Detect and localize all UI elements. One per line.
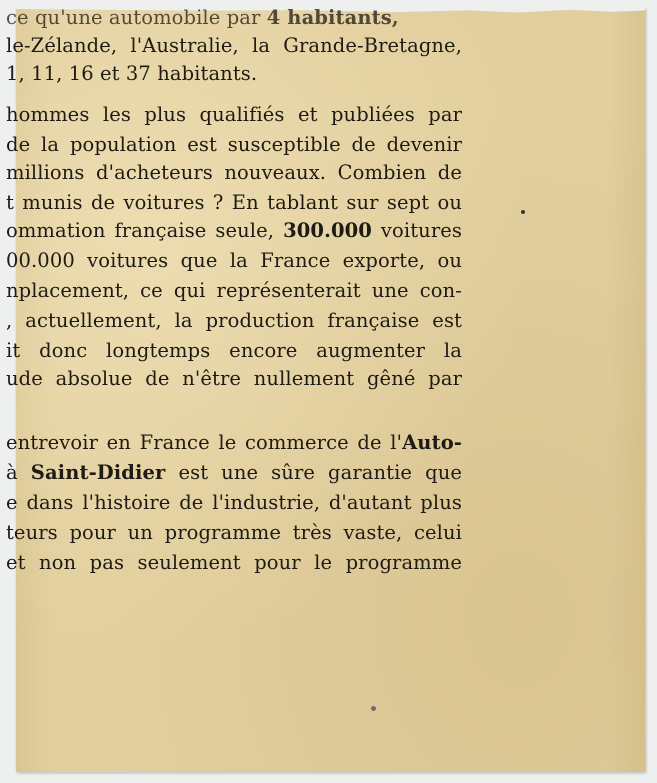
text-line-15: à Saint-Didier est une sûre garantie que [6,461,462,484]
text-line-10: nplacement, ce qui représenterait une con- [6,279,462,302]
text-line-1: ce qu'une automobile par 4 habitants, [6,6,399,29]
text-line-18: et non pas seulement pour le programme [6,551,462,574]
text-line-9: 00.000 voitures que la France exporte, ou [6,249,462,272]
paper-speck [521,210,525,214]
text-line-14: entrevoir en France le commerce de l'Auto- [6,431,462,454]
text-line-5: de la population est susceptible de devenir [6,133,462,156]
text-line-3: 1, 11, 16 et 37 habitants. [6,62,258,85]
text-line-6: millions d'acheteurs nouveaux. Combien de [6,161,462,184]
text-line-16: e dans l'histoire de l'industrie, d'autant plus [6,491,462,514]
text-line-11: , actuellement, la production française est [6,309,462,332]
text-line-17: teurs pour un programme très vaste, celui [6,521,462,544]
document-page [6,6,645,772]
text-line-4: hommes les plus qualifiés et publiées par [6,103,462,126]
text-line-13: ude absolue de n'être nullement gêné par [6,367,462,390]
text-line-7: t munis de voitures ? En tablant sur sept ou [6,191,462,214]
text-line-12: it donc longtemps encore augmenter la [6,339,462,362]
text-line-2: le-Zélande, l'Australie, la Grande-Bretagne, [6,34,462,57]
text-line-8: ommation française seule, 300.000 voitures [6,219,462,242]
paper-speck [371,706,376,711]
